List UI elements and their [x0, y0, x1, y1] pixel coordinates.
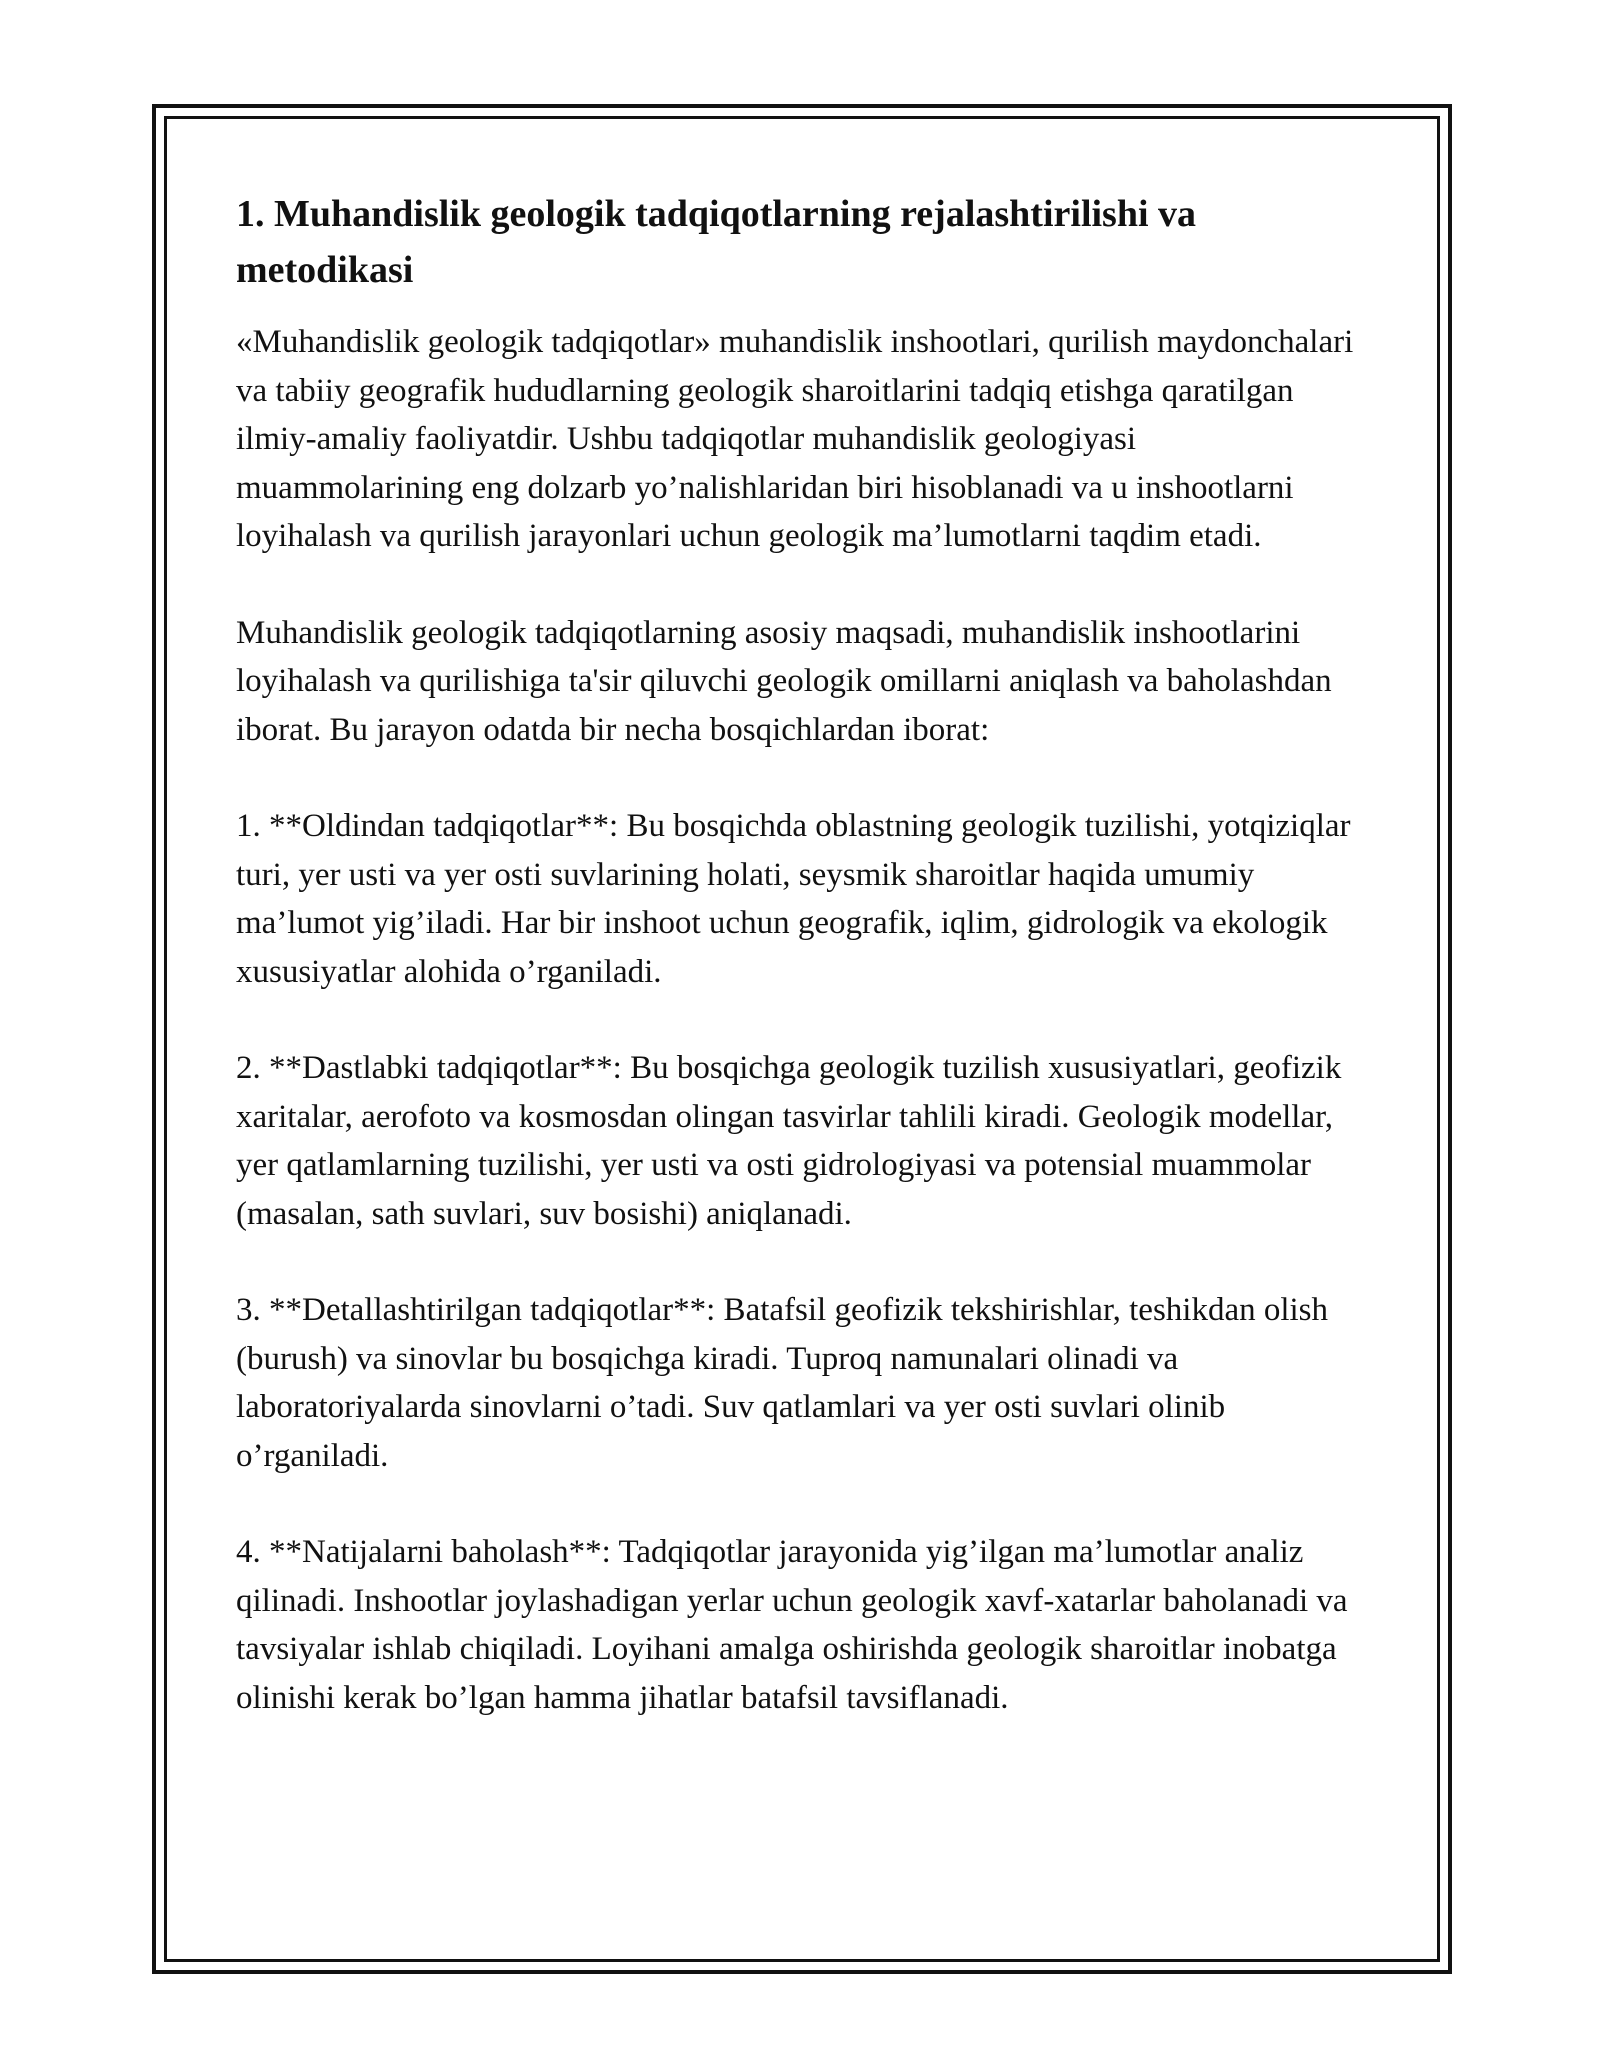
- section-heading: 1. Muhandislik geologik tadqiqotlarning rejalashtirilishi va metodikasi: [236, 193, 1197, 291]
- paragraph-stage-3: 3. **Detallashtirilgan tadqiqotlar**: Batafsil geofizik tekshirishlar, teshikdan olish (burush) va sinovlar bu bosqichga kiradi. Tuproq namunalari olinadi va laboratoriyalarda sinovlarni o’tadi. Suv qatlamlari va yer osti suvlari olinib o’rganiladi.: [236, 1292, 1329, 1474]
- paragraph-purpose: Muhandislik geologik tadqiqotlarning asosiy maqsadi, muhandislik inshootlarini loyihalash va qurilishiga ta'sir qiluvchi geologik omillarni aniqlash va baholashdan iborat. Bu jarayon odatda bir necha bosqichlardan iborat:: [236, 614, 1332, 748]
- paragraph-stage-1: 1. **Oldindan tadqiqotlar**: Bu bosqichda oblastning geologik tuzilishi, yotqiziqlar turi, yer usti va yer osti suvlarining holati, seysmik sharoitlar haqida umumiy ma’lumot yig’iladi. Har bir inshoot uchun geografik, iqlim, gidrologik va ekologik xususiyatlar alohida o’rganiladi.: [236, 808, 1351, 990]
- paragraph-stage-2: 2. **Dastlabki tadqiqotlar**: Bu bosqichga geologik tuzilish xususiyatlari, geofizik xaritalar, aerofoto va kosmosdan olingan tasvirlar tahlili kiradi. Geologik modellar, yer qatlamlarning tuzilishi, yer usti va osti gidrologiyasi va potensial muammolar (masalan, sath suvlari, suv bosishi) aniqlanadi.: [236, 1050, 1342, 1232]
- paragraph-intro: «Muhandislik geologik tadqiqotlar» muhandislik inshootlari, qurilish maydonchalari va tabiiy geografik hududlarning geologik sharoitlarini tadqiq etishga qaratilgan ilmiy-amaliy faoliyatdir. Ushbu tadqiqotlar muhandislik geologiyasi muammolarining eng dolzarb yo’nalishlaridan biri hisoblanadi va u inshootlarni loyihalash va qurilish jarayonlari uchun geologik ma’lumotlarni taqdim etadi.: [236, 324, 1354, 554]
- document-content: [236, 186, 1366, 1770]
- paragraph-stage-4: 4. **Natijalarni baholash**: Tadqiqotlar jarayonida yig’ilgan ma’lumotlar analiz qilinadi. Inshootlar joylashadigan yerlar uchun geologik xavf-xatarlar baholanadi va tavsiyalar ishlab chiqiladi. Loyihani amalga oshirishda geologik sharoitlar inobatga olinishi kerak bo’lgan hamma jihatlar batafsil tavsiflanadi.: [236, 1534, 1348, 1716]
